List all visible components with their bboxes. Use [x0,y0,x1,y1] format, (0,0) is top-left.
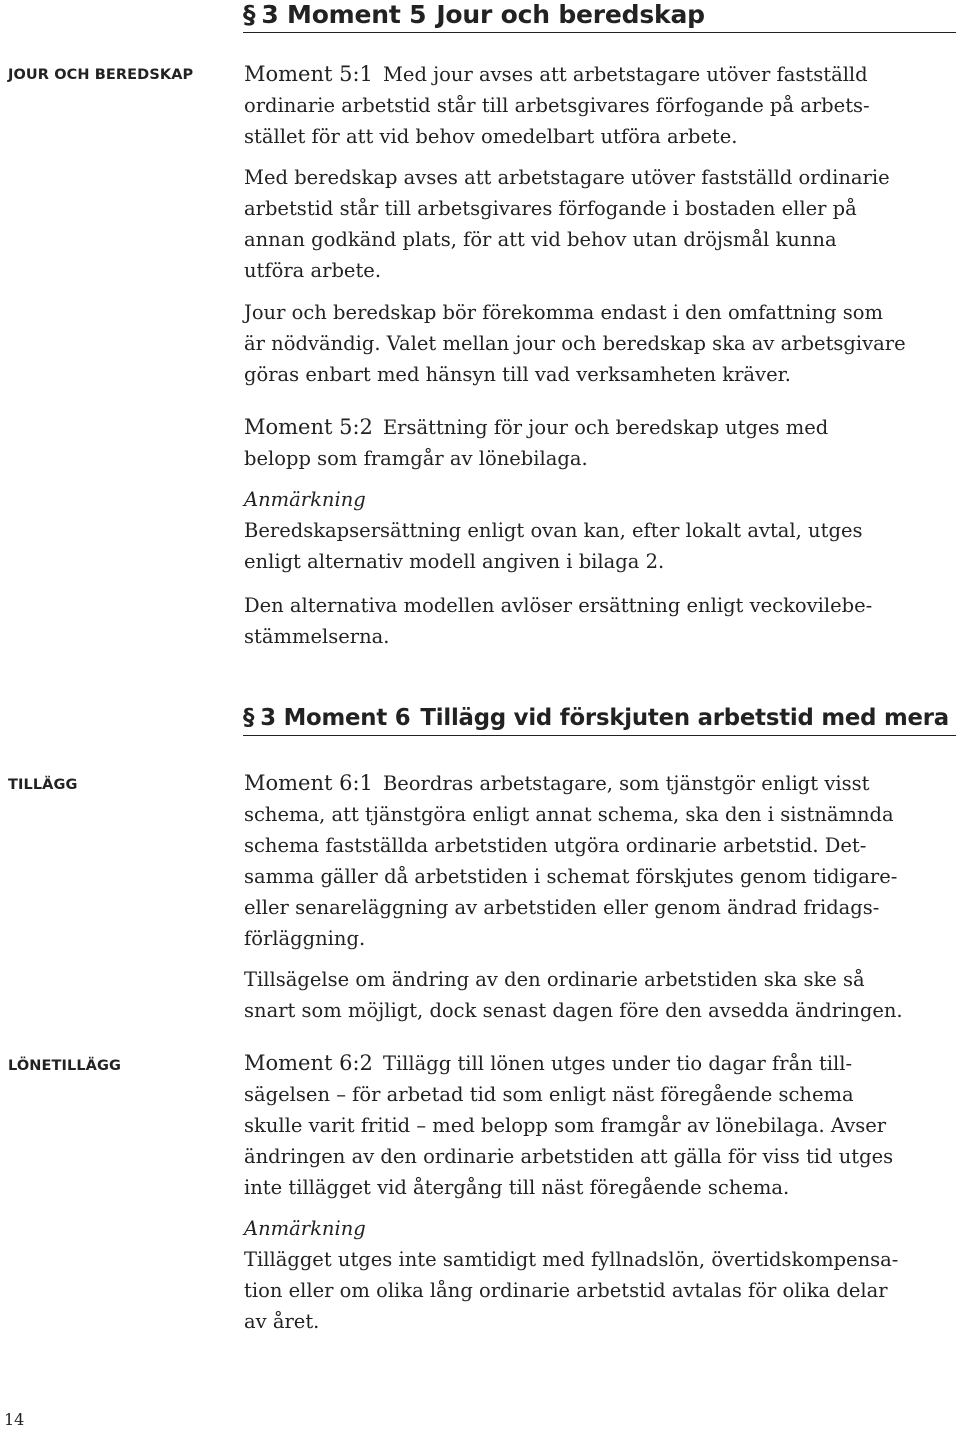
moment-5-2-paragraph [244,412,956,474]
text-line: Tillsägelse om ändring av den ordinarie arbetstiden ska ske så [244,968,865,991]
moment-label: Moment 6:1 [244,771,373,795]
text-line: Tillägget utges inte samtidigt med fyllnadslön, övertidskompensa- [244,1248,899,1271]
text-line: är nödvändig. Valet mellan jour och beredskap ska av arbetsgivare [244,332,906,355]
moment-label: Moment 6:2 [244,1051,373,1075]
text-line: Ersättning för jour och beredskap utges med [382,416,829,439]
text-line: Med jour avses att arbetstagare utöver fastställd [382,63,868,86]
note-block-1 [244,484,956,577]
alternativ-modell-paragraph [244,590,956,652]
text-line: sägelsen – för arbetad tid som enligt näst föregående schema [244,1083,854,1106]
text-line: ändringen av den ordinarie arbetstiden att gälla för viss tid utges [244,1145,894,1168]
text-line: ordinarie arbetstid står till arbetsgivares förfogande på arbets- [244,94,870,117]
text-line: eller senareläggning av arbetstiden eller genom ändrad fridags- [244,896,880,919]
text-line: av året. [244,1310,320,1333]
moment-label: Moment 5:1 [244,62,373,86]
moment-label: Moment 5:2 [244,415,373,439]
note-label: Anmärkning [244,488,366,511]
page-number: 14 [4,1410,25,1429]
moment-6-1-paragraph [244,768,956,954]
text-line: förläggning. [244,927,366,950]
text-line: Tillägg till lönen utges under tio dagar från till- [382,1052,853,1075]
note-block-2 [244,1213,956,1337]
margin-label-jour-och-beredskap: JOUR OCH BEREDSKAP [8,67,194,83]
section-title: Jour och beredskap [436,0,705,29]
text-line: tion eller om olika lång ordinarie arbetstid avtalas för olika delar [244,1279,888,1302]
margin-label-tillagg: TILLÄGG [8,777,78,793]
margin-label-lonetillagg: LÖNETILLÄGG [8,1058,121,1074]
text-line: schema, att tjänstgöra enligt annat schema, ska den i sistnämnda [244,803,894,826]
text-line: utföra arbete. [244,259,382,282]
text-line: stämmelserna. [244,625,390,648]
section-heading-moment-5 [243,0,956,33]
section-sign: § [243,705,255,731]
text-line: Med beredskap avses att arbetstagare utöver fastställd ordinarie [244,166,890,189]
text-line: arbetstid står till arbetsgivares förfogande i bostaden eller på [244,197,857,220]
omfattning-paragraph [244,297,956,390]
section-number: 3 Moment 6 [260,705,411,731]
section-heading-moment-6 [243,703,956,736]
text-line: Beredskapsersättning enligt ovan kan, efter lokalt avtal, utges [244,519,863,542]
text-line: samma gäller då arbetstiden i schemat förskjutes genom tidigare- [244,865,898,888]
text-line: Den alternativa modellen avlöser ersättning enligt veckovilebe- [244,594,873,617]
text-line: inte tillägget vid återgång till näst föregående schema. [244,1176,790,1199]
beredskap-paragraph [244,162,956,286]
moment-6-2-paragraph [244,1048,956,1203]
section-number: 3 Moment 5 [261,0,427,29]
note-label: Anmärkning [244,1217,366,1240]
text-line: skulle varit fritid – med belopp som framgår av lönebilaga. Avser [244,1114,887,1137]
text-line: göras enbart med hänsyn till vad verksamheten kräver. [244,363,791,386]
section-sign: § [243,0,256,29]
text-line: belopp som framgår av lönebilaga. [244,447,588,470]
text-line: Jour och beredskap bör förekomma endast i den omfattning som [244,301,883,324]
text-line: snart som möjligt, dock senast dagen före den avsedda ändringen. [244,999,903,1022]
text-line: annan godkänd plats, för att vid behov utan dröjsmål kunna [244,228,837,251]
section-title: Tillägg vid förskjuten arbetstid med mera [420,705,949,731]
text-line: stället för att vid behov omedelbart utföra arbete. [244,125,738,148]
text-line: Beordras arbetstagare, som tjänstgör enligt visst [382,772,870,795]
text-line: enligt alternativ modell angiven i bilaga 2. [244,550,665,573]
tillsagelse-paragraph [244,964,956,1026]
moment-5-1-paragraph [244,59,956,152]
text-line: schema fastställda arbetstiden utgöra ordinarie arbetstid. Det- [244,834,867,857]
